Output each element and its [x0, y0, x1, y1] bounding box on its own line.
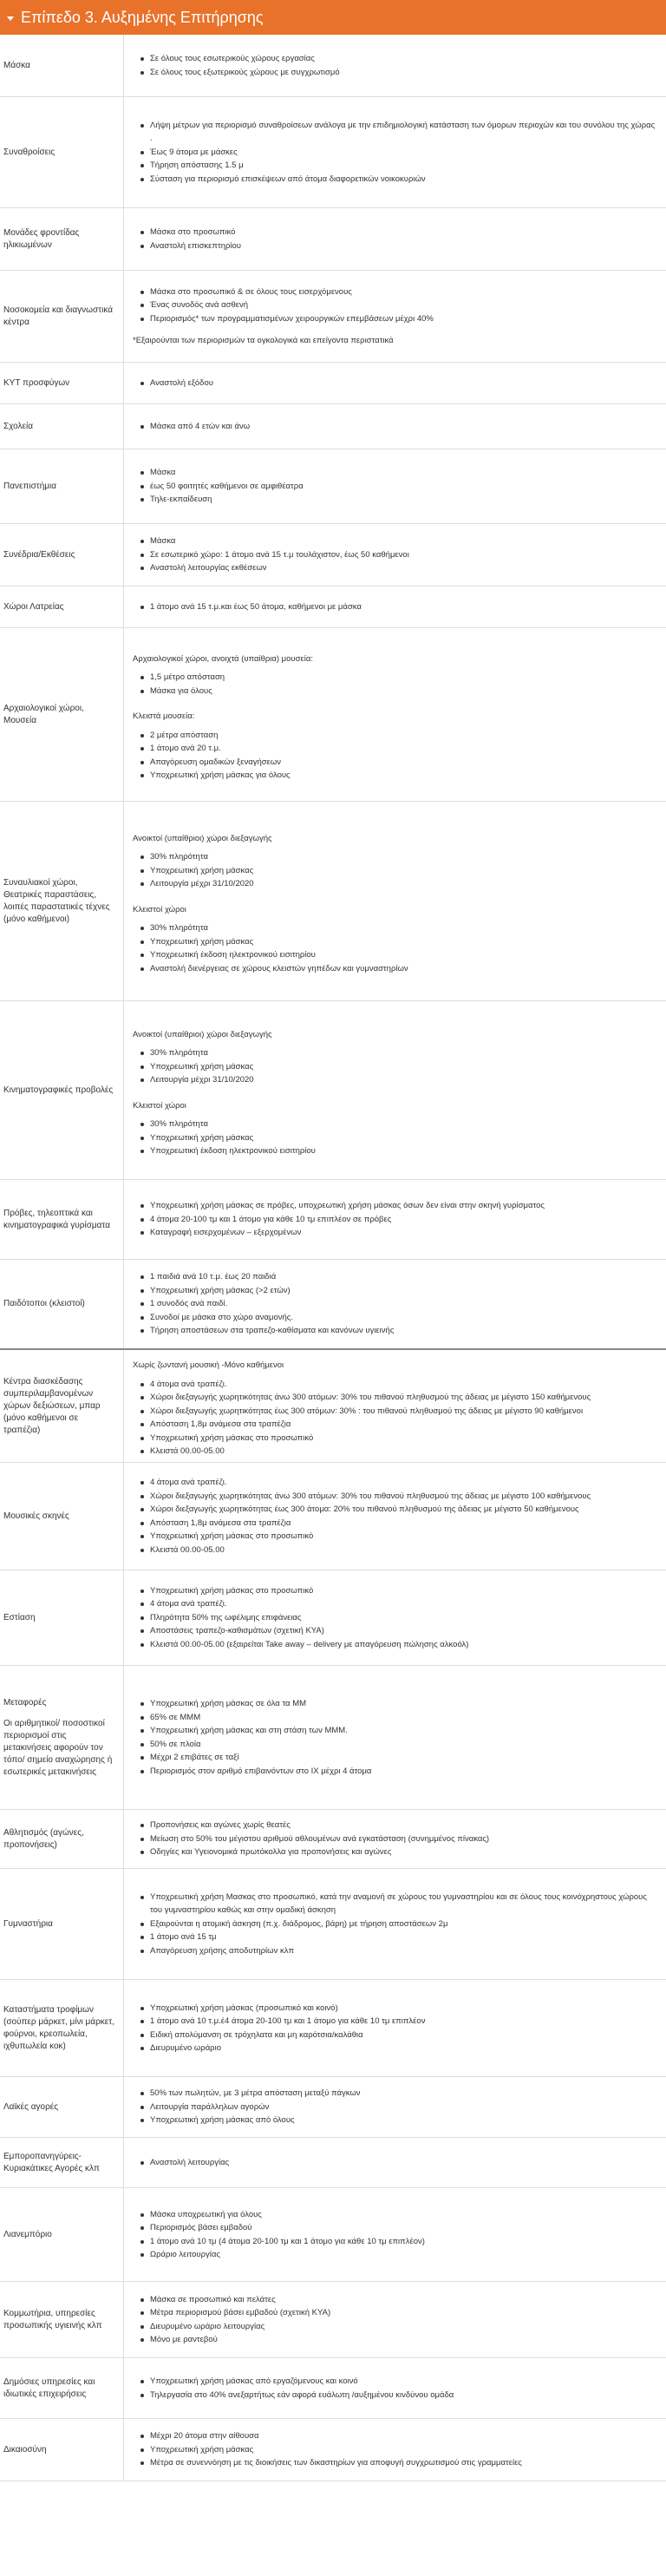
list-item: 2 μέτρα απόσταση	[150, 729, 657, 743]
list-item: 50% σε πλοία	[150, 1738, 657, 1752]
list-item: 1 συνοδός ανά παιδί.	[150, 1297, 657, 1311]
measure-list	[133, 1378, 657, 1458]
list-item: Μάσκα στο προσωπικό & σε όλους τους εισερχόμενους	[150, 285, 657, 299]
table-row	[0, 271, 666, 363]
measure-list	[133, 1270, 657, 1338]
list-item: Αναστολή λειτουργίας	[150, 2156, 657, 2170]
row-label: Αρχαιολογικοί χώροι, Μουσεία	[3, 703, 84, 725]
row-label-cell	[0, 2138, 124, 2187]
list-item: 4 άτομα ανά τραπέζι.	[150, 1597, 657, 1611]
row-content-cell	[124, 208, 666, 270]
list-item: 4 άτομα ανά τραπέζι.	[150, 1378, 657, 1392]
list-item: Απαγόρευση ομαδικών ξεναγήσεων	[150, 756, 657, 770]
table-row	[0, 35, 666, 97]
list-item: Κλειστά 00.00-05.00	[150, 1544, 657, 1557]
row-label-wrap	[3, 1697, 116, 1779]
row-label-wrap	[3, 1085, 113, 1097]
row-content-cell	[124, 2419, 666, 2481]
row-label: Καταστήματα τροφίμων (σούπερ μάρκετ, μίνι μάρκετ, φούρνοι, κρεοπωλεία, ιχθυπωλεία κοκ)	[3, 2004, 114, 2051]
table-row	[0, 2419, 666, 2481]
table-row	[0, 524, 666, 587]
measure-list	[133, 1697, 657, 1778]
table-row	[0, 1350, 666, 1463]
row-label: Γυμναστήρια	[3, 1918, 53, 1929]
table-row	[0, 2077, 666, 2138]
row-content-cell	[124, 802, 666, 1000]
list-item: Αναστολή επισκεπτηρίου	[150, 239, 657, 253]
row-label: Μεταφορές	[3, 1697, 47, 1708]
row-label-wrap	[3, 2151, 116, 2175]
list-item: Αναστολή εξόδου	[150, 377, 657, 390]
row-label-wrap	[3, 1827, 116, 1852]
row-label-cell	[0, 1666, 124, 1809]
section-heading: Κλειστοί χώροι	[133, 904, 186, 914]
row-content-cell	[124, 1001, 666, 1179]
list-item: Καταγραφή εισερχομένων – εξερχομένων	[150, 1226, 657, 1240]
list-item: 30% πληρότητα	[150, 850, 657, 864]
measure-list	[133, 1199, 657, 1240]
measure-list	[133, 119, 657, 187]
row-content-cell	[124, 2077, 666, 2137]
level-header[interactable]	[0, 0, 666, 35]
row-content-cell	[124, 271, 666, 362]
row-label-cell	[0, 2282, 124, 2357]
table-row	[0, 208, 666, 271]
table-row	[0, 2282, 666, 2358]
list-item: Υποχρεωτική χρήση Μασκας στο προσωπικό, κατά την αναμονή σε χώρους του γυμναστηρίου και σε όλους τους κοινόχρηστους χώρους του γυμναστηρίου καθώς και στην ομαδική άσκηση	[150, 1891, 657, 1917]
row-label-wrap	[3, 227, 116, 252]
row-label: Νοσοκομεία και διαγνωστικά κέντρα	[3, 305, 113, 327]
list-item: Χώροι διεξαγωγής χωρητικότητας έως 300 άτομα: 20% του πιθανού πληθυσμού της άδειας με μέγιστο 50 καθήμενους	[150, 1503, 657, 1517]
list-item: Αποστάσεις τραπεζο-καθισμάτων (σχετική ΚΥΑ)	[150, 1624, 657, 1638]
row-label-cell	[0, 2419, 124, 2481]
list-item: Υποχρεωτική χρήση μάσκας	[150, 1060, 657, 1074]
list-item: Μάσκα	[150, 534, 657, 548]
table-row	[0, 1980, 666, 2077]
row-label: Κινηματογραφικές προβολές	[3, 1085, 114, 1095]
row-content-cell	[124, 628, 666, 801]
list-item: Απόσταση 1,8μ ανάμεσα στα τραπέζια	[150, 1517, 657, 1531]
row-label-wrap	[3, 377, 69, 390]
table-row	[0, 802, 666, 1001]
list-item: Έως 9 άτομα με μάσκες	[150, 146, 657, 160]
row-label: Μάσκα	[3, 60, 30, 70]
list-item: Σύσταση για περιορισμό επισκέψεων από άτομα διαφορετικών νοικοκυριών	[150, 173, 657, 187]
row-label-cell	[0, 35, 124, 96]
measure-list	[133, 377, 657, 390]
list-item: Μάσκα	[150, 466, 657, 480]
row-label-cell	[0, 363, 124, 403]
row-label-cell	[0, 1463, 124, 1570]
list-item: Μάσκα από 4 ετών και άνω	[150, 420, 657, 434]
measure-list	[133, 1046, 657, 1087]
row-content-cell	[124, 1869, 666, 1979]
row-label: Δικαιοσύνη	[3, 2444, 47, 2455]
row-label-wrap	[3, 481, 56, 493]
row-label-wrap	[3, 1612, 36, 1624]
row-label: Μουσικές σκηνές	[3, 1511, 69, 1521]
list-item: Μάσκα σε προσωπικό και πελάτες	[150, 2293, 657, 2307]
measure-list	[133, 2208, 657, 2262]
row-label: Λαϊκές αγορές	[3, 2101, 59, 2112]
section-heading: Κλειστά μουσεία:	[133, 711, 195, 721]
list-item: Περιορισμός* των προγραμματισμένων χειρουργικών επεμβάσεων μέχρι 40%	[150, 312, 657, 326]
list-item: Τήρηση αποστάσεων στα τραπεζο-καθίσματα και κανόνων υγιεινής	[150, 1324, 657, 1338]
measure-list	[133, 1118, 657, 1158]
measure-list	[133, 1584, 657, 1652]
row-content-cell	[124, 97, 666, 207]
row-content-cell	[124, 2282, 666, 2357]
row-label: Εστίαση	[3, 1612, 36, 1622]
row-label-wrap	[3, 1208, 116, 1232]
list-item: Προπονήσεις και αγώνες χωρίς θεατές	[150, 1819, 657, 1832]
row-label-wrap	[3, 421, 33, 433]
row-content-cell	[124, 363, 666, 403]
row-label-wrap	[3, 549, 75, 561]
list-item: Σε όλους τους εξωτερικούς χώρους με συγχρωτισμό	[150, 66, 657, 80]
table-row	[0, 1180, 666, 1260]
list-item: Υποχρεωτική χρήση μάσκας	[150, 1131, 657, 1145]
section-gap	[133, 891, 657, 898]
list-item: Σε εσωτερικό χώρο: 1 άτομο ανά 15 τ.μ τουλάχιστον, έως 50 καθήμενοι	[150, 548, 657, 562]
row-label-cell	[0, 449, 124, 523]
row-label-wrap	[3, 2376, 116, 2401]
list-item: Πληρότητα 50% της ωφέλιμης επιφάνειας	[150, 1611, 657, 1625]
list-item: Απόσταση 1,8μ ανάμεσα στα τραπέζια	[150, 1418, 657, 1432]
row-label-cell	[0, 587, 124, 627]
list-item: Υποχρεωτική χρήση μάσκας	[150, 2443, 657, 2457]
table-row	[0, 2358, 666, 2419]
list-item: 4 άτομα ανά τραπέζι.	[150, 1476, 657, 1490]
row-label: Σχολεία	[3, 421, 33, 431]
row-content-cell	[124, 1180, 666, 1259]
list-item: Υποχρεωτική χρήση μάσκας σε όλα τα ΜΜ	[150, 1697, 657, 1711]
measure-list	[133, 466, 657, 507]
measure-list	[133, 2002, 657, 2055]
measure-list	[133, 921, 657, 975]
measure-list	[133, 2293, 657, 2347]
list-item: 30% πληρότητα	[150, 921, 657, 935]
section-gap	[133, 1087, 657, 1094]
list-item: Υποχρεωτική χρήση μάσκας για όλους	[150, 769, 657, 783]
row-label-wrap	[3, 703, 116, 727]
list-item: Λειτουργία μέχρι 31/10/2020	[150, 877, 657, 891]
table-row	[0, 587, 666, 628]
list-item: 65% σε ΜΜΜ	[150, 1711, 657, 1725]
row-label: Συνέδρια/Εκθέσεις	[3, 549, 75, 560]
measure-list	[133, 1819, 657, 1859]
list-item: Υποχρεωτική χρήση μάσκας στο προσωπικό	[150, 1584, 657, 1598]
list-item: Αναστολή λειτουργίας εκθέσεων	[150, 561, 657, 575]
row-label-wrap	[3, 2004, 116, 2053]
row-label-wrap	[3, 1511, 69, 1523]
measure-list	[133, 850, 657, 891]
row-label-wrap	[3, 2444, 47, 2456]
row-content-cell	[124, 1810, 666, 1868]
measures-table	[0, 35, 666, 2481]
row-label: Δημόσιες υπηρεσίες και ιδιωτικές επιχειρήσεις	[3, 2376, 95, 2399]
table-row	[0, 1666, 666, 1810]
row-label: Εμποροπανηγύρεις-Κυριακάτικες Αγορές κλπ	[3, 2151, 100, 2173]
list-item: Μάσκα για όλους	[150, 685, 657, 698]
list-item: Μέχρι 2 επιβάτες σε ταξί	[150, 1751, 657, 1765]
list-item: Υποχρεωτική έκδοση ηλεκτρονικού εισιτηρίου	[150, 1144, 657, 1158]
list-item: Υποχρεωτική χρήση μάσκας από όλους	[150, 2114, 657, 2127]
row-label-cell	[0, 1180, 124, 1259]
row-content-cell	[124, 2138, 666, 2187]
list-item: Μόνο με ραντεβού	[150, 2333, 657, 2347]
table-row	[0, 97, 666, 208]
row-label: Λιανεμπόριο	[3, 2229, 52, 2239]
table-row	[0, 1463, 666, 1570]
measure-list	[133, 729, 657, 783]
list-item: Περιορισμός στον αριθμό επιβαινόντων στο ΙΧ μέχρι 4 άτομα	[150, 1765, 657, 1779]
row-label-cell	[0, 404, 124, 449]
table-row	[0, 628, 666, 802]
section-heading: Ανοικτοί (υπαίθριοι) χώροι διεξαγωγής	[133, 833, 272, 843]
row-label: Μονάδες φροντίδας ηλικιωμένων	[3, 227, 80, 250]
row-label-cell	[0, 1869, 124, 1979]
list-item: έως 50 φοιτητές καθήμενοι σε αμφιθέατρα	[150, 480, 657, 494]
list-item: Μάσκα υποχρεωτική για όλους	[150, 2208, 657, 2222]
list-item: Χώροι διεξαγωγής χωρητικότητας άνω 300 ατόμων: 30% του πιθανού πληθυσμού της άδειας με μέγιστο 100 καθήμενους	[150, 1490, 657, 1504]
list-item: 30% πληρότητα	[150, 1118, 657, 1131]
list-item: Οδηγίες και Υγειονομικά πρωτόκολλα για προπονήσεις και αγώνες	[150, 1845, 657, 1859]
row-label-cell	[0, 1570, 124, 1665]
row-label: Συναυλιακοί χώροι, Θεατρικές παραστάσεις, λοιπές παραστατικές τέχνες (μόνο καθήμενοι)	[3, 877, 110, 924]
table-row	[0, 404, 666, 449]
list-item: Κλειστά 00.00-05.00	[150, 1445, 657, 1458]
list-item: Μείωση στο 50% του μέγιστου αριθμού αθλουμένων ανά εγκατάσταση (συνημμένος πίνακας)	[150, 1832, 657, 1846]
level-title: Επίπεδο 3. Αυξημένης Επιτήρησης	[21, 8, 264, 26]
list-item: Τήρηση απόστασης 1.5 μ	[150, 159, 657, 173]
row-label-cell	[0, 628, 124, 801]
section-heading: Ανοικτοί (υπαίθριοι) χώροι διεξαγωγής	[133, 1029, 272, 1039]
list-item: Μέτρα περιορισμού βάσει εμβαδού (σχετική ΚΥΑ)	[150, 2306, 657, 2320]
list-item: 1,5 μέτρο απόσταση	[150, 671, 657, 685]
row-label-cell	[0, 208, 124, 270]
row-label-cell	[0, 1260, 124, 1348]
row-label-wrap	[3, 601, 64, 613]
list-item: Μάσκα στο προσωπικό	[150, 226, 657, 239]
list-item: Ειδική απολύμανση σε τρόχηλατα και μη καρότσια/καλάθια	[150, 2029, 657, 2042]
list-item: Υποχρεωτική χρήση μάσκας σε πρόβες, υποχρεωτική χρήση μάσκας όσων δεν είναι στην σκηνή γυρίσματος	[150, 1199, 657, 1213]
row-label: Πρόβες, τηλεοπτικά και κινηματογραφικά γυρίσματα	[3, 1208, 110, 1230]
row-content-cell	[124, 1666, 666, 1809]
list-item: Συνοδοί με μάσκα στο χώρο αναμονής.	[150, 1311, 657, 1325]
list-item: Υποχρεωτική χρήση μάσκας στο προσωπικό	[150, 1530, 657, 1544]
section-heading: Χωρίς ζωντανή μουσική -Μόνο καθήμενοι	[133, 1360, 284, 1371]
row-label-wrap	[3, 147, 55, 159]
list-item: Απαγόρευση χρήσης αποδυτηρίων κλπ	[150, 1944, 657, 1958]
list-item: 1 άτομο ανά 15 τ.μ.και έως 50 άτομα, καθήμενοι με μάσκα	[150, 600, 657, 614]
list-item: Περιορισμός βάσει εμβαδού	[150, 2221, 657, 2235]
row-label-cell	[0, 1980, 124, 2076]
caret-down-icon	[7, 16, 14, 21]
row-sublabel: Οι αριθμητικοί/ ποσοστικοί περιορισμοί στις μετακινήσεις αφορούν τον τόπο/ σημείο αναχώρησης ή εσωτερικές μετακινήσεις	[3, 1718, 113, 1777]
row-label-wrap	[3, 1298, 85, 1310]
list-item: Διευρυμένο ωράριο	[150, 2042, 657, 2055]
row-label-cell	[0, 2188, 124, 2281]
measure-list	[133, 2375, 657, 2402]
list-item: Υποχρεωτική χρήση μάσκας στο προσωπικό	[150, 1432, 657, 1445]
row-content-cell	[124, 1350, 666, 1462]
list-item: Υποχρεωτική χρήση μάσκας (>2 ετών)	[150, 1284, 657, 1298]
row-content-cell	[124, 587, 666, 627]
measure-list	[133, 2156, 657, 2170]
measure-list	[133, 226, 657, 252]
list-item: Υποχρεωτική χρήση μάσκας	[150, 935, 657, 949]
measure-list	[133, 52, 657, 79]
row-label: Παιδότοποι (κλειστοί)	[3, 1299, 85, 1308]
row-label-cell	[0, 802, 124, 1000]
section-heading: Αρχαιολογικοί χώροι, ανοιχτά (υπαίθρια) μουσεία:	[133, 653, 313, 664]
list-item: Λήψη μέτρων για περιορισμό συναθροίσεων ανάλογα με την επιδημιολογική κατάσταση των όμορων περιοχών και του συνόλου της χώρας .	[150, 119, 657, 146]
list-item: 50% των πωλητών, με 3 μέτρα απόσταση μεταξύ πάγκων	[150, 2087, 657, 2101]
list-item: Υποχρεωτική χρήση μάσκας (προσωπικό και κοινό)	[150, 2002, 657, 2016]
list-item: 1 άτομο ανά 15 τμ	[150, 1930, 657, 1944]
list-item: Υποχρεωτική έκδοση ηλεκτρονικού εισιτηρίου	[150, 948, 657, 962]
row-content-cell	[124, 449, 666, 523]
row-content-cell	[124, 1570, 666, 1665]
row-label: Πανεπιστήμια	[3, 481, 57, 491]
measure-list	[133, 671, 657, 698]
row-label-wrap	[3, 2229, 52, 2241]
row-label: Κέντρα διασκέδασης συμπεριλαμβανομένων χώρων δεξιώσεων, μπαρ (μόνο καθήμενοι σε τραπέζια)	[3, 1376, 101, 1435]
row-content-cell	[124, 2188, 666, 2281]
row-label: Χώροι Λατρείας	[3, 601, 64, 612]
row-label-wrap	[3, 60, 30, 72]
list-item: Υποχρεωτική χρήση μάσκας από εργαζόμενους και κοινό	[150, 2375, 657, 2389]
list-item: Κλειστά 00.00-05.00 (εξαιρείται Take away – delivery με απαγόρευση πώλησης αλκοόλ)	[150, 1638, 657, 1652]
row-label-cell	[0, 2077, 124, 2137]
list-item: 1 άτομο ανά 20 τ.μ.	[150, 742, 657, 756]
list-item: 1 άτομο ανά 10 τ.μ.έ4 άτομα 20-100 τμ και 1 άτομο για κάθε 10 τμ επιπλέον	[150, 2015, 657, 2029]
row-label-cell	[0, 524, 124, 586]
row-label: ΚΥΤ προσφύγων	[3, 377, 70, 388]
row-content-cell	[124, 35, 666, 96]
measure-list	[133, 420, 657, 434]
list-item: Μέχρι 20 άτομα στην αίθουσα	[150, 2429, 657, 2443]
section-gap	[133, 698, 657, 705]
row-note: *Εξαιρούνται των περιορισμών τα ογκολογικά και επείγοντα περιστατικά	[133, 336, 394, 345]
list-item: Αναστολή διενέργειας σε χώρους κλειστών γηπέδων και γυμναστηρίων	[150, 962, 657, 976]
row-label-cell	[0, 2358, 124, 2418]
list-item: Λειτουργία παράλληλων αγορών	[150, 2101, 657, 2114]
list-item: Ένας συνοδός ανά ασθενή	[150, 298, 657, 312]
list-item: 4 άτομα 20-100 τμ και 1 άτομο για κάθε 10 τμ επιπλέον σε πρόβες	[150, 1213, 657, 1227]
list-item: Χώροι διεξαγωγής χωρητικότητας έως 300 ατόμων: 30% : του πιθανού πληθυσμού της άδειας με μέγιστο 90 καθήμενοι	[150, 1405, 657, 1419]
row-content-cell	[124, 2358, 666, 2418]
list-item: Μέτρα σε συνεννόηση με τις διοικήσεις των δικαστηρίων για αποφυγή συγχρωτισμού στις γραμματείες	[150, 2456, 657, 2470]
row-label-wrap	[3, 1376, 116, 1437]
row-content-cell	[124, 404, 666, 449]
row-content-cell	[124, 1463, 666, 1570]
row-label: Αθλητισμός (αγώνες, προπονήσεις)	[3, 1827, 84, 1850]
row-label-wrap	[3, 305, 116, 329]
list-item: 1 παιδιά ανά 10 τ.μ. έως 20 παιδιά	[150, 1270, 657, 1284]
list-item: Χώροι διεξαγωγής χωρητικότητας άνω 300 ατόμων: 30% του πιθανού πληθυσμού της άδειας με μέγιστο 150 καθήμενους	[150, 1391, 657, 1405]
list-item: Εξαιρούνται η ατομική άσκηση (π.χ. διάδρομος, βάρη) με τήρηση αποστάσεων 2μ	[150, 1917, 657, 1931]
list-item: Σε όλους τους εσωτερικούς χώρους εργασίας	[150, 52, 657, 66]
row-label-cell	[0, 1350, 124, 1462]
list-item: Τηλεργασία στο 40% ανεξαρτήτως εάν αφορά ευάλωτη /αυξημένου κινδύνου ομάδα	[150, 2389, 657, 2402]
list-item: Υποχρεωτική χρήση μάσκας και στη στάση των ΜΜΜ.	[150, 1724, 657, 1738]
row-label-cell	[0, 271, 124, 362]
row-label-wrap	[3, 2101, 58, 2114]
table-row	[0, 363, 666, 404]
list-item: 1 άτομο ανά 10 τμ (4 άτομα 20-100 τμ και 1 άτομο για κάθε 10 τμ επιπλέον)	[150, 2235, 657, 2249]
row-label-cell	[0, 1001, 124, 1179]
measure-list	[133, 285, 657, 326]
measure-list	[133, 1476, 657, 1557]
list-item: Διευρυμένο ωράριο λειτουργίας	[150, 2320, 657, 2334]
row-content-cell	[124, 1260, 666, 1348]
measure-list	[133, 600, 657, 614]
measure-list	[133, 534, 657, 575]
row-label-wrap	[3, 1918, 53, 1930]
table-row	[0, 449, 666, 524]
row-label-wrap	[3, 877, 116, 926]
table-row	[0, 1810, 666, 1869]
measure-list	[133, 1891, 657, 1958]
list-item: Λειτουργία μέχρι 31/10/2020	[150, 1073, 657, 1087]
table-row	[0, 2138, 666, 2188]
row-label-cell	[0, 97, 124, 207]
table-row	[0, 1570, 666, 1666]
table-row	[0, 2188, 666, 2282]
list-item: Υποχρεωτική χρήση μάσκας	[150, 864, 657, 878]
measure-list	[133, 2429, 657, 2470]
row-label-cell	[0, 1810, 124, 1868]
row-label: Συναθροίσεις	[3, 147, 56, 157]
list-item: Τηλε-εκπαίδευση	[150, 493, 657, 507]
list-item: 30% πληρότητα	[150, 1046, 657, 1060]
measure-list	[133, 2087, 657, 2127]
table-row	[0, 1260, 666, 1350]
row-content-cell	[124, 524, 666, 586]
row-label-wrap	[3, 2308, 116, 2332]
section-heading: Κλειστοί χώροι	[133, 1100, 186, 1111]
table-row	[0, 1869, 666, 1980]
table-row	[0, 1001, 666, 1180]
list-item: Ωράριο λειτουργίας	[150, 2248, 657, 2262]
row-label: Κομμωτήρια, υπηρεσίες προσωπικής υγιεινής κλπ	[3, 2308, 102, 2330]
row-content-cell	[124, 1980, 666, 2076]
